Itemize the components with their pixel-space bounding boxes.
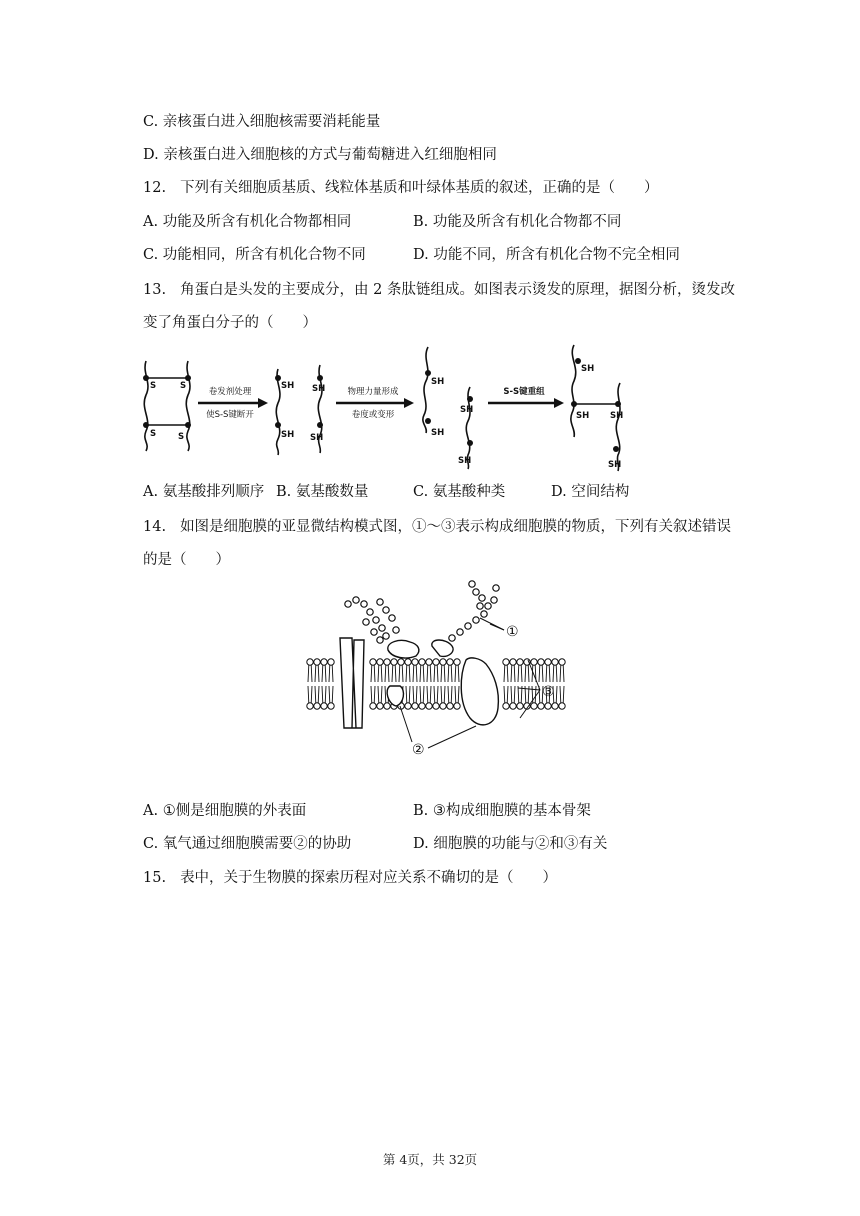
phospholipid-tail — [455, 686, 459, 703]
phospholipid-tail — [329, 665, 333, 682]
phospholipid-head — [384, 659, 390, 665]
phospholipid-head — [531, 703, 537, 709]
surface-protein — [388, 640, 419, 658]
phospholipid-head — [377, 659, 383, 665]
phospholipid-tail — [406, 665, 410, 682]
phospholipid-head — [517, 703, 523, 709]
phospholipid-tail — [560, 665, 564, 682]
q13-number: 13. — [143, 282, 167, 298]
phospholipid-head — [433, 703, 439, 709]
phospholipid-tail — [420, 665, 424, 682]
phospholipid-tail — [511, 665, 515, 682]
phospholipid-head — [454, 703, 460, 709]
q12-option-a: A. 功能及所含有机化合物都相同 — [143, 214, 352, 230]
q13-option-b: B. 氨基酸数量 — [276, 484, 369, 500]
label-sh: SH — [460, 405, 474, 415]
chain-1b — [186, 361, 190, 451]
q14-number: 14. — [143, 519, 167, 535]
chain-4a — [571, 345, 576, 437]
cell-membrane-figure — [300, 578, 570, 763]
phospholipid-head — [321, 703, 327, 709]
phospholipid-tail — [448, 686, 452, 703]
phospholipid-tail — [315, 665, 319, 682]
q13-option-a: A. 氨基酸排列顺序 — [143, 484, 265, 500]
phospholipid-tail — [308, 686, 312, 703]
embedded-protein-small — [387, 686, 403, 706]
label-sh: SH — [310, 433, 324, 443]
q14-stem-line-1 — [143, 517, 731, 537]
phospholipid-head — [405, 703, 411, 709]
phospholipid-head — [440, 659, 446, 665]
label-sh: SH — [431, 377, 445, 387]
q14-stem-1: 如图是细胞膜的亚显微结构模式图，①～③表示构成细胞膜的物质，下列有关叙述错误 — [180, 519, 732, 535]
chain-1a — [144, 361, 148, 451]
phospholipid-tail — [413, 665, 417, 682]
chain-2a — [276, 369, 280, 455]
q15-stem-line — [143, 868, 557, 888]
label-sh: SH — [431, 428, 445, 438]
phospholipid-tail — [378, 686, 382, 703]
phospholipid-head — [419, 703, 425, 709]
phospholipid-head — [454, 659, 460, 665]
q12-stem: 下列有关细胞质基质、线粒体基质和叶绿体基质的叙述，正确的是（ ） — [180, 180, 659, 196]
label-sh: SH — [610, 411, 624, 421]
phospholipid-tail — [329, 686, 333, 703]
label-s: S — [180, 381, 187, 391]
q11-option-c: C. 亲核蛋白进入细胞核需要消耗能量 — [143, 114, 381, 130]
phospholipid-head — [307, 703, 313, 709]
phospholipid-tail — [427, 665, 431, 682]
arrow1-label-top: 卷发剂处理 — [208, 387, 252, 397]
phospholipid-head — [412, 703, 418, 709]
chain-4b — [616, 383, 620, 471]
phospholipid-head — [503, 659, 509, 665]
channel-protein — [340, 638, 364, 728]
label-sh: SH — [281, 381, 295, 391]
q13-option-d: D. 空间结构 — [551, 484, 630, 500]
phospholipid-head — [545, 659, 551, 665]
phospholipid-head — [314, 659, 320, 665]
phospholipid-tail — [441, 686, 445, 703]
q12-option-c: C. 功能相同，所含有机化合物不同 — [143, 247, 366, 263]
label-3: ③ — [542, 684, 555, 700]
q12-stem-line — [143, 178, 659, 198]
q12-option-b: B. 功能及所含有机化合物都不同 — [413, 214, 622, 230]
page-footer: 第 4页，共 32页 — [382, 1152, 478, 1167]
arrow2-label-top: 物理力量形成 — [347, 387, 399, 397]
phospholipid-head — [433, 659, 439, 665]
phospholipid-head — [545, 703, 551, 709]
phospholipid-head — [405, 659, 411, 665]
phospholipid-tail — [511, 686, 515, 703]
q13-stem-1: 角蛋白是头发的主要成分，由 2 条肽链组成。如图表示烫发的原理，据图分析，烫发改 — [180, 282, 736, 298]
phospholipid-head — [328, 659, 334, 665]
q12-option-d: D. 功能不同，所含有机化合物不完全相同 — [413, 247, 680, 263]
label-sh: SH — [281, 430, 295, 440]
phospholipid-head — [391, 659, 397, 665]
phospholipid-head — [552, 703, 558, 709]
phospholipid-tail — [504, 665, 508, 682]
phospholipid-head — [447, 659, 453, 665]
phospholipid-head — [328, 703, 334, 709]
phospholipid-tail — [560, 686, 564, 703]
phospholipid-head — [538, 703, 544, 709]
phospholipid-head — [426, 703, 432, 709]
phospholipid-tail — [546, 665, 550, 682]
phospholipid-tail — [378, 665, 382, 682]
phospholipid-head — [559, 703, 565, 709]
phospholipid-head — [447, 703, 453, 709]
phospholipid-tail — [308, 665, 312, 682]
phospholipid-tail — [385, 665, 389, 682]
phospholipid-tail — [525, 665, 529, 682]
phospholipid-head — [419, 659, 425, 665]
phospholipid-tail — [448, 665, 452, 682]
phospholipid-tail — [427, 686, 431, 703]
arrow3-label-top: S-S键重组 — [503, 387, 545, 397]
transmembrane-protein-large — [461, 658, 498, 725]
label-sh: SH — [581, 364, 595, 374]
phospholipid-head — [552, 659, 558, 665]
phospholipid-head — [314, 703, 320, 709]
phospholipid-tail — [392, 665, 396, 682]
phospholipid-head — [510, 703, 516, 709]
phospholipid-head — [440, 703, 446, 709]
phospholipid-head — [377, 703, 383, 709]
surface-protein-2 — [432, 640, 453, 656]
label-sh: SH — [576, 411, 590, 421]
phospholipid-head — [531, 659, 537, 665]
label-sh: SH — [608, 460, 622, 470]
phospholipid-head — [510, 659, 516, 665]
phospholipid-tail — [441, 665, 445, 682]
phospholipid-head — [321, 659, 327, 665]
phospholipid-tail — [315, 686, 319, 703]
phospholipid-tail — [455, 665, 459, 682]
q14-option-b: B. ③构成细胞膜的基本骨架 — [413, 803, 591, 819]
q13-stem-line-1 — [143, 280, 735, 300]
arrow1-label-bottom: 使S-S键断开 — [206, 410, 254, 420]
phospholipid-head — [370, 703, 376, 709]
phospholipid-head — [426, 659, 432, 665]
q14-option-d: D. 细胞膜的功能与②和③有关 — [413, 836, 608, 852]
phospholipid-tail — [553, 665, 557, 682]
label-2: ② — [412, 742, 425, 758]
phospholipid-tail — [504, 686, 508, 703]
phospholipid-head — [559, 659, 565, 665]
q14-stem-2: 的是（ ） — [143, 552, 230, 568]
phospholipid-head — [412, 659, 418, 665]
phospholipid-head — [370, 659, 376, 665]
q11-option-d: D. 亲核蛋白进入细胞核的方式与葡萄糖进入红细胞相同 — [143, 147, 497, 163]
q15-number: 15. — [143, 870, 167, 886]
label-sh: SH — [458, 456, 472, 466]
q13-option-c: C. 氨基酸种类 — [413, 484, 506, 500]
label-sh: SH — [312, 384, 326, 394]
label-s: S — [150, 429, 157, 439]
keratin-perm-figure — [138, 343, 638, 473]
q14-option-c: C. 氧气通过细胞膜需要②的协助 — [143, 836, 352, 852]
phospholipid-head — [517, 659, 523, 665]
phospholipid-tail — [322, 686, 326, 703]
phospholipid-tail — [371, 686, 375, 703]
phospholipid-head — [384, 703, 390, 709]
label-s: S — [150, 381, 157, 391]
phospholipid-tail — [434, 686, 438, 703]
phospholipid-head — [398, 659, 404, 665]
arrow2-label-bottom: 卷度或变形 — [351, 410, 395, 420]
phospholipid-head — [307, 659, 313, 665]
phospholipid-tail — [434, 665, 438, 682]
q15-stem: 表中，关于生物膜的探索历程对应关系不确切的是（ ） — [180, 870, 558, 886]
phospholipid-tail — [420, 686, 424, 703]
q14-option-a: A. ①侧是细胞膜的外表面 — [143, 803, 307, 819]
phospholipid-tail — [406, 686, 410, 703]
q12-number: 12. — [143, 180, 167, 196]
phospholipid-tail — [518, 665, 522, 682]
phospholipid-tail — [399, 665, 403, 682]
phospholipid-tail — [539, 665, 543, 682]
phospholipid-tail — [322, 665, 326, 682]
label-s: S — [178, 432, 185, 442]
q13-stem-2: 变了角蛋白分子的（ ） — [143, 315, 317, 331]
phospholipid-tail — [413, 686, 417, 703]
phospholipid-tail — [371, 665, 375, 682]
phospholipid-head — [538, 659, 544, 665]
phospholipid-head — [503, 703, 509, 709]
glycocalyx — [345, 581, 499, 643]
label-1: ① — [506, 624, 519, 640]
